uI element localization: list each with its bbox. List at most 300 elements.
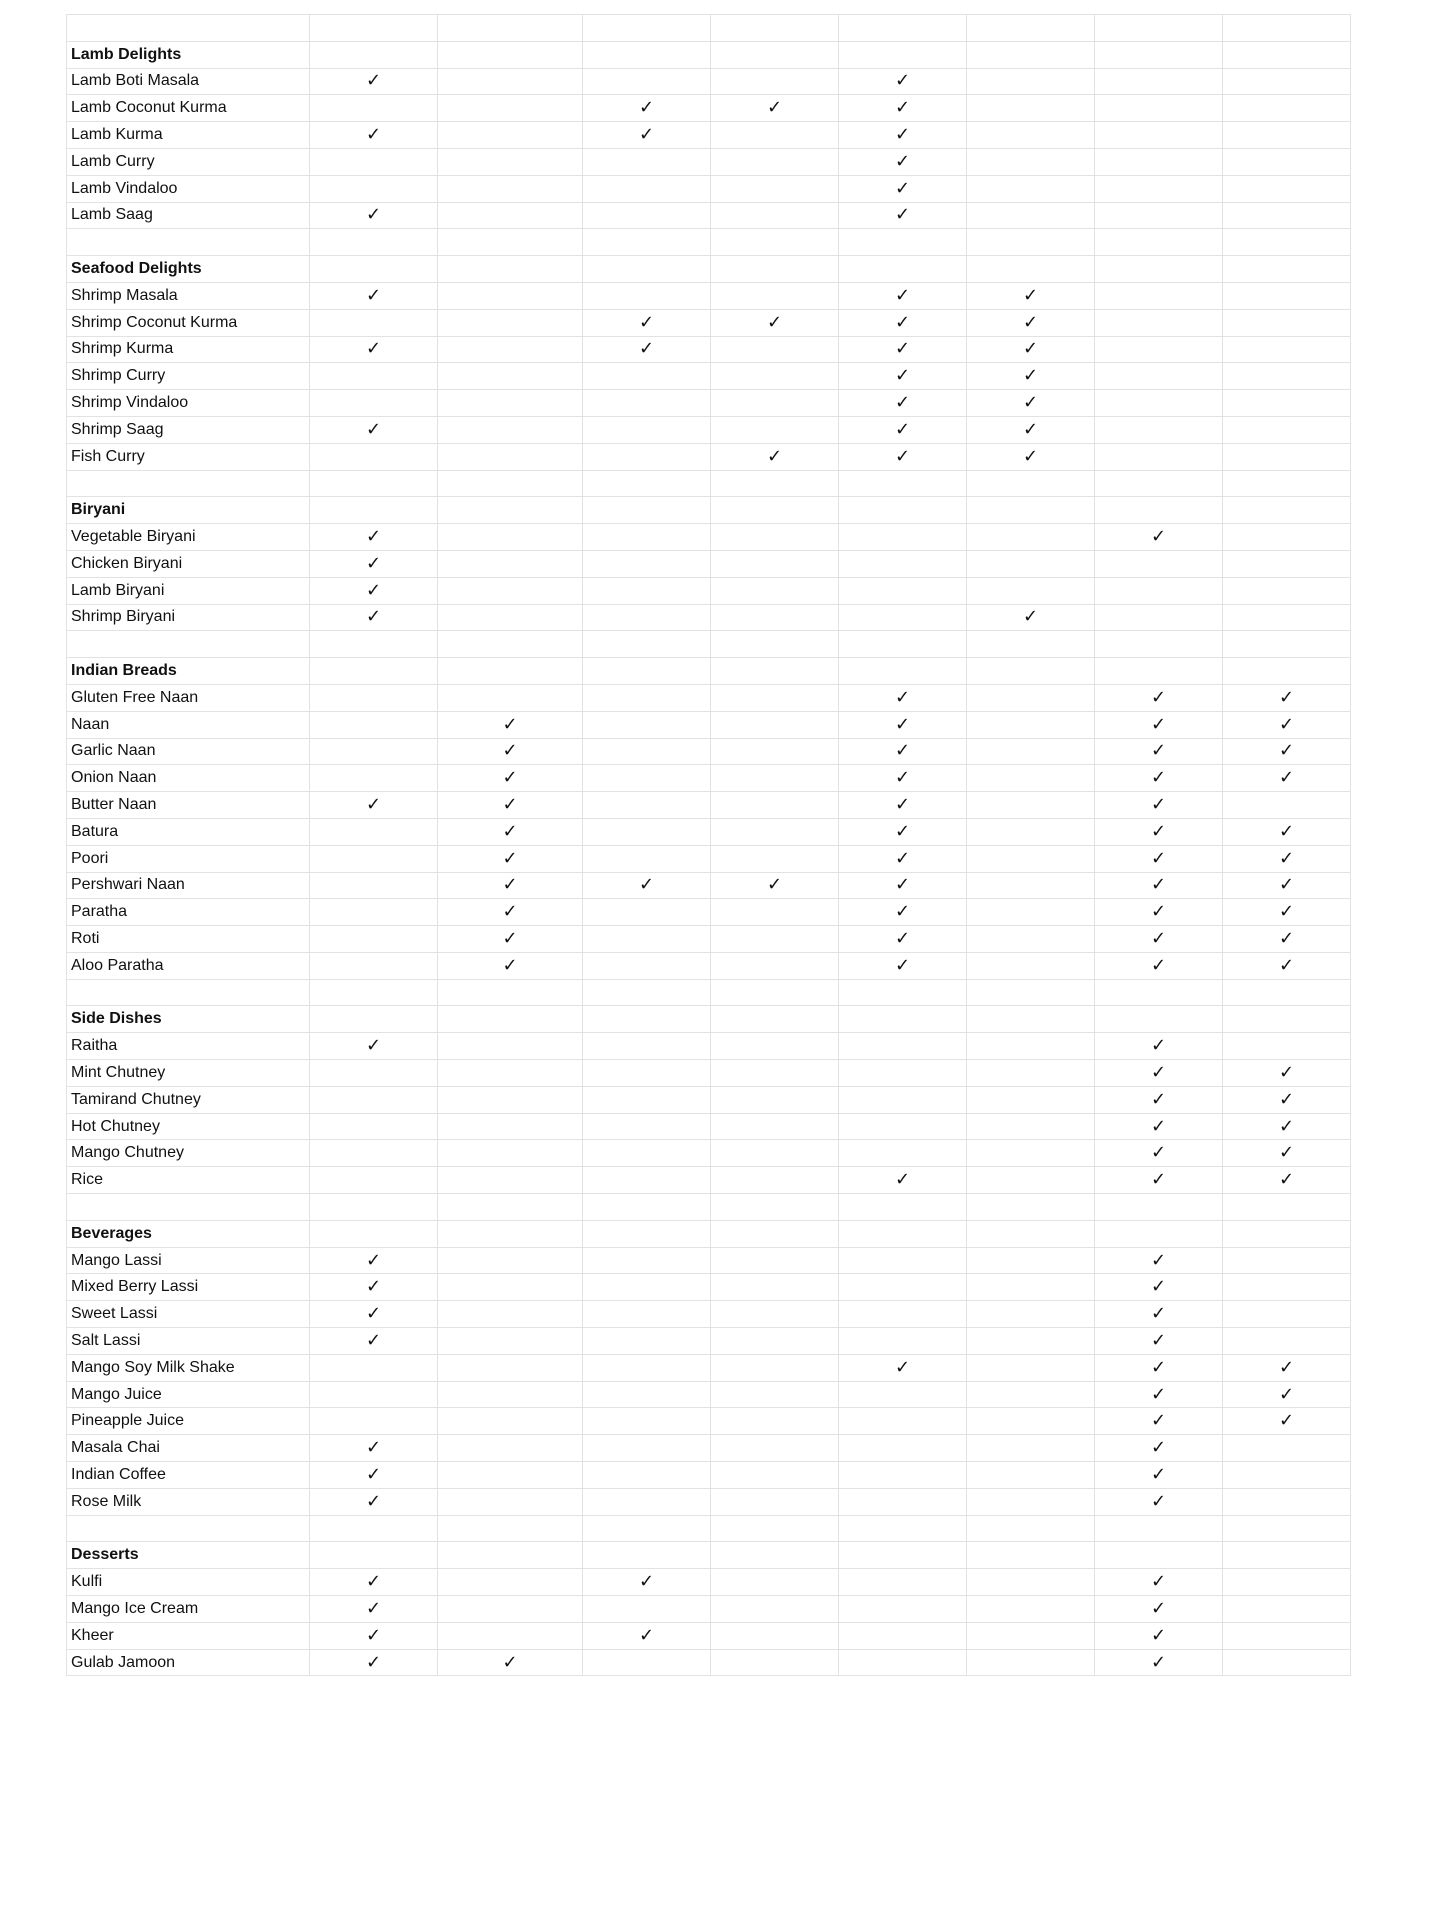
check-icon: ✓ (1223, 1060, 1351, 1087)
table-row (67, 1435, 1351, 1462)
empty-cell (711, 577, 839, 604)
empty-cell (839, 1569, 967, 1596)
check-icon: ✓ (1223, 1354, 1351, 1381)
check-icon: ✓ (839, 363, 967, 390)
check-icon: ✓ (310, 1274, 438, 1301)
item-name: Roti (67, 926, 310, 953)
empty-cell (438, 1247, 583, 1274)
empty-cell (310, 363, 438, 390)
empty-cell (711, 952, 839, 979)
empty-cell (1095, 336, 1223, 363)
empty-cell (438, 604, 583, 631)
check-icon: ✓ (310, 202, 438, 229)
check-icon: ✓ (1095, 1060, 1223, 1087)
check-icon: ✓ (310, 1596, 438, 1623)
check-icon: ✓ (1095, 818, 1223, 845)
empty-cell (967, 68, 1095, 95)
check-icon: ✓ (839, 390, 967, 417)
empty-cell (967, 229, 1095, 256)
empty-cell (967, 926, 1095, 953)
empty-cell (711, 68, 839, 95)
check-icon: ✓ (1095, 1086, 1223, 1113)
empty-cell (1223, 1220, 1351, 1247)
item-name: Lamb Coconut Kurma (67, 95, 310, 122)
empty-cell (438, 1301, 583, 1328)
empty-cell (839, 1622, 967, 1649)
check-icon: ✓ (1223, 952, 1351, 979)
empty-cell (310, 1086, 438, 1113)
empty-cell (967, 1622, 1095, 1649)
empty-cell (438, 1033, 583, 1060)
table-row (67, 1569, 1351, 1596)
check-icon: ✓ (839, 711, 967, 738)
empty-cell (1223, 229, 1351, 256)
empty-cell (967, 1301, 1095, 1328)
check-icon: ✓ (310, 1301, 438, 1328)
check-icon: ✓ (310, 1435, 438, 1462)
empty-cell (839, 631, 967, 658)
empty-cell (711, 711, 839, 738)
empty-cell (839, 256, 967, 283)
empty-cell (310, 15, 438, 42)
item-name: Naan (67, 711, 310, 738)
empty-cell (438, 309, 583, 336)
section-title: Beverages (67, 1220, 310, 1247)
empty-cell (1223, 309, 1351, 336)
check-icon: ✓ (310, 1488, 438, 1515)
item-name: Shrimp Masala (67, 282, 310, 309)
empty-cell (711, 416, 839, 443)
empty-cell (310, 1408, 438, 1435)
check-icon: ✓ (1095, 1408, 1223, 1435)
empty-cell (1095, 309, 1223, 336)
empty-cell (67, 229, 310, 256)
empty-cell (67, 1515, 310, 1542)
item-name: Shrimp Biryani (67, 604, 310, 631)
empty-cell (67, 979, 310, 1006)
item-name: Shrimp Curry (67, 363, 310, 390)
check-icon: ✓ (839, 952, 967, 979)
empty-cell (967, 1247, 1095, 1274)
empty-cell (1223, 1569, 1351, 1596)
check-icon: ✓ (1223, 1167, 1351, 1194)
empty-cell (711, 41, 839, 68)
empty-cell (438, 1596, 583, 1623)
empty-cell (967, 1462, 1095, 1489)
empty-cell (583, 711, 711, 738)
empty-cell (438, 1408, 583, 1435)
check-icon: ✓ (310, 68, 438, 95)
check-icon: ✓ (1095, 1354, 1223, 1381)
check-icon: ✓ (1095, 765, 1223, 792)
section-title: Biryani (67, 497, 310, 524)
check-icon: ✓ (1095, 1301, 1223, 1328)
check-icon: ✓ (310, 1328, 438, 1355)
empty-cell (967, 658, 1095, 685)
empty-cell (583, 1488, 711, 1515)
check-icon: ✓ (1223, 1140, 1351, 1167)
check-icon: ✓ (839, 792, 967, 819)
empty-cell (967, 1274, 1095, 1301)
empty-cell (583, 1194, 711, 1221)
empty-cell (839, 1301, 967, 1328)
empty-cell (711, 1086, 839, 1113)
check-icon: ✓ (1095, 1488, 1223, 1515)
empty-cell (839, 524, 967, 551)
empty-cell (583, 282, 711, 309)
empty-cell (711, 1435, 839, 1462)
empty-cell (839, 1274, 967, 1301)
empty-cell (711, 15, 839, 42)
empty-cell (839, 1033, 967, 1060)
empty-cell (839, 1435, 967, 1462)
empty-cell (967, 497, 1095, 524)
empty-cell (1095, 979, 1223, 1006)
empty-cell (1095, 175, 1223, 202)
empty-cell (839, 1649, 967, 1676)
empty-cell (583, 256, 711, 283)
check-icon: ✓ (839, 148, 967, 175)
empty-cell (1223, 792, 1351, 819)
empty-cell (711, 1033, 839, 1060)
empty-cell (839, 577, 967, 604)
empty-cell (1223, 1622, 1351, 1649)
empty-cell (438, 1462, 583, 1489)
empty-cell (583, 1435, 711, 1462)
table-row (67, 550, 1351, 577)
empty-cell (967, 1194, 1095, 1221)
check-icon: ✓ (839, 899, 967, 926)
empty-cell (967, 41, 1095, 68)
item-name: Poori (67, 845, 310, 872)
check-icon: ✓ (1095, 1462, 1223, 1489)
empty-cell (310, 738, 438, 765)
item-name: Fish Curry (67, 443, 310, 470)
item-name: Lamb Boti Masala (67, 68, 310, 95)
empty-cell (711, 524, 839, 551)
empty-cell (310, 952, 438, 979)
section-title: Indian Breads (67, 658, 310, 685)
empty-cell (583, 1140, 711, 1167)
empty-cell (967, 577, 1095, 604)
section-title: Lamb Delights (67, 41, 310, 68)
check-icon: ✓ (839, 765, 967, 792)
empty-cell (967, 1381, 1095, 1408)
check-icon: ✓ (839, 122, 967, 149)
table-row (67, 1113, 1351, 1140)
empty-cell (839, 979, 967, 1006)
check-icon: ✓ (310, 1462, 438, 1489)
table-row (67, 1649, 1351, 1676)
item-name: Lamb Biryani (67, 577, 310, 604)
check-icon: ✓ (1095, 1113, 1223, 1140)
empty-cell (310, 256, 438, 283)
check-icon: ✓ (310, 1649, 438, 1676)
empty-cell (1223, 175, 1351, 202)
empty-cell (839, 1515, 967, 1542)
empty-cell (711, 1408, 839, 1435)
empty-cell (711, 765, 839, 792)
empty-cell (583, 1596, 711, 1623)
item-name: Mango Soy Milk Shake (67, 1354, 310, 1381)
empty-cell (438, 524, 583, 551)
empty-cell (583, 550, 711, 577)
check-icon: ✓ (438, 845, 583, 872)
empty-cell (583, 1354, 711, 1381)
item-name: Chicken Biryani (67, 550, 310, 577)
empty-cell (583, 604, 711, 631)
empty-cell (967, 122, 1095, 149)
empty-cell (67, 470, 310, 497)
empty-cell (839, 1381, 967, 1408)
empty-cell (310, 390, 438, 417)
check-icon: ✓ (1095, 1247, 1223, 1274)
check-icon: ✓ (438, 899, 583, 926)
empty-cell (711, 336, 839, 363)
empty-cell (839, 1488, 967, 1515)
empty-cell (711, 550, 839, 577)
empty-cell (438, 95, 583, 122)
empty-cell (310, 309, 438, 336)
empty-cell (839, 658, 967, 685)
check-icon: ✓ (1223, 765, 1351, 792)
table-row (67, 1274, 1351, 1301)
empty-cell (839, 1140, 967, 1167)
check-icon: ✓ (1095, 1569, 1223, 1596)
empty-cell (839, 1542, 967, 1569)
empty-cell (310, 1060, 438, 1087)
check-icon: ✓ (1095, 926, 1223, 953)
check-icon: ✓ (310, 282, 438, 309)
table-row (67, 926, 1351, 953)
section-header-row (67, 658, 1351, 685)
table-row (67, 1381, 1351, 1408)
table-row (67, 1462, 1351, 1489)
empty-cell (711, 1220, 839, 1247)
empty-cell (583, 1301, 711, 1328)
empty-cell (839, 1060, 967, 1087)
empty-cell (438, 15, 583, 42)
table-row (67, 818, 1351, 845)
empty-cell (967, 148, 1095, 175)
empty-cell (1095, 148, 1223, 175)
table-row (67, 1140, 1351, 1167)
empty-cell (967, 202, 1095, 229)
empty-cell (839, 1220, 967, 1247)
empty-cell (583, 845, 711, 872)
check-icon: ✓ (1223, 818, 1351, 845)
item-name: Lamb Curry (67, 148, 310, 175)
empty-cell (711, 658, 839, 685)
table-row (67, 524, 1351, 551)
empty-cell (711, 1354, 839, 1381)
table-row (67, 1596, 1351, 1623)
check-icon: ✓ (310, 1247, 438, 1274)
empty-cell (967, 15, 1095, 42)
empty-cell (711, 1140, 839, 1167)
empty-cell (438, 256, 583, 283)
empty-cell (711, 256, 839, 283)
empty-cell (310, 899, 438, 926)
table-row (67, 765, 1351, 792)
table-row (67, 1328, 1351, 1355)
check-icon: ✓ (310, 336, 438, 363)
empty-cell (967, 1596, 1095, 1623)
empty-cell (1223, 1515, 1351, 1542)
empty-cell (967, 1488, 1095, 1515)
table-row (67, 792, 1351, 819)
check-icon: ✓ (839, 1167, 967, 1194)
check-icon: ✓ (1095, 1274, 1223, 1301)
item-name: Lamb Vindaloo (67, 175, 310, 202)
empty-cell (310, 1140, 438, 1167)
empty-cell (310, 470, 438, 497)
empty-cell (438, 577, 583, 604)
empty-cell (583, 1381, 711, 1408)
empty-cell (711, 470, 839, 497)
empty-cell (583, 1515, 711, 1542)
empty-cell (967, 1140, 1095, 1167)
empty-cell (967, 1167, 1095, 1194)
empty-cell (711, 684, 839, 711)
empty-cell (1223, 1274, 1351, 1301)
empty-cell (1223, 604, 1351, 631)
item-name: Indian Coffee (67, 1462, 310, 1489)
item-name: Mixed Berry Lassi (67, 1274, 310, 1301)
empty-cell (583, 1542, 711, 1569)
empty-cell (711, 1274, 839, 1301)
empty-cell (711, 1622, 839, 1649)
check-icon: ✓ (967, 416, 1095, 443)
empty-cell (839, 1328, 967, 1355)
empty-cell (438, 684, 583, 711)
empty-cell (1223, 68, 1351, 95)
table-row (67, 443, 1351, 470)
empty-cell (711, 979, 839, 1006)
empty-cell (711, 148, 839, 175)
check-icon: ✓ (839, 684, 967, 711)
empty-cell (310, 711, 438, 738)
empty-cell (839, 1194, 967, 1221)
empty-cell (438, 1274, 583, 1301)
empty-cell (583, 684, 711, 711)
section-title: Seafood Delights (67, 256, 310, 283)
empty-cell (1223, 41, 1351, 68)
empty-cell (310, 148, 438, 175)
empty-cell (1223, 148, 1351, 175)
empty-cell (967, 1220, 1095, 1247)
check-icon: ✓ (583, 309, 711, 336)
empty-cell (583, 443, 711, 470)
check-icon: ✓ (1095, 1596, 1223, 1623)
check-icon: ✓ (1223, 1086, 1351, 1113)
check-icon: ✓ (1223, 684, 1351, 711)
empty-cell (438, 1060, 583, 1087)
empty-cell (438, 68, 583, 95)
table-row (67, 309, 1351, 336)
empty-cell (711, 282, 839, 309)
check-icon: ✓ (1095, 1328, 1223, 1355)
spacer-row (67, 470, 1351, 497)
empty-cell (583, 1006, 711, 1033)
check-icon: ✓ (711, 443, 839, 470)
item-name: Hot Chutney (67, 1113, 310, 1140)
empty-cell (438, 229, 583, 256)
item-name: Rice (67, 1167, 310, 1194)
menu-attribute-grid (66, 14, 1351, 1676)
empty-cell (839, 15, 967, 42)
empty-cell (583, 1086, 711, 1113)
empty-cell (438, 658, 583, 685)
empty-cell (438, 1006, 583, 1033)
empty-cell (967, 550, 1095, 577)
empty-cell (711, 1569, 839, 1596)
empty-cell (310, 818, 438, 845)
empty-cell (711, 497, 839, 524)
empty-cell (310, 497, 438, 524)
empty-cell (67, 15, 310, 42)
check-icon: ✓ (583, 95, 711, 122)
empty-cell (310, 1167, 438, 1194)
table-row (67, 711, 1351, 738)
empty-cell (583, 202, 711, 229)
empty-cell (711, 122, 839, 149)
check-icon: ✓ (310, 604, 438, 631)
empty-cell (711, 1488, 839, 1515)
empty-cell (438, 202, 583, 229)
item-name: Shrimp Coconut Kurma (67, 309, 310, 336)
spacer-row (67, 979, 1351, 1006)
empty-cell (711, 1247, 839, 1274)
empty-cell (711, 1649, 839, 1676)
empty-cell (1095, 1515, 1223, 1542)
empty-cell (967, 1086, 1095, 1113)
empty-cell (711, 1167, 839, 1194)
check-icon: ✓ (1223, 1408, 1351, 1435)
table-row (67, 577, 1351, 604)
empty-cell (711, 1060, 839, 1087)
table-row (67, 363, 1351, 390)
check-icon: ✓ (1223, 872, 1351, 899)
check-icon: ✓ (1223, 738, 1351, 765)
empty-cell (967, 175, 1095, 202)
empty-cell (1223, 524, 1351, 551)
check-icon: ✓ (839, 1354, 967, 1381)
empty-cell (1223, 15, 1351, 42)
section-title: Side Dishes (67, 1006, 310, 1033)
empty-cell (1223, 631, 1351, 658)
spacer-row (67, 229, 1351, 256)
empty-cell (711, 604, 839, 631)
empty-cell (310, 1381, 438, 1408)
empty-cell (583, 41, 711, 68)
empty-cell (1223, 443, 1351, 470)
empty-cell (1095, 95, 1223, 122)
check-icon: ✓ (967, 309, 1095, 336)
spacer-row (67, 1515, 1351, 1542)
empty-cell (967, 899, 1095, 926)
empty-cell (967, 738, 1095, 765)
item-name: Salt Lassi (67, 1328, 310, 1355)
empty-cell (438, 1435, 583, 1462)
item-name: Shrimp Vindaloo (67, 390, 310, 417)
empty-cell (1095, 577, 1223, 604)
empty-cell (1095, 443, 1223, 470)
check-icon: ✓ (839, 926, 967, 953)
empty-cell (1095, 1220, 1223, 1247)
check-icon: ✓ (438, 872, 583, 899)
empty-cell (67, 631, 310, 658)
